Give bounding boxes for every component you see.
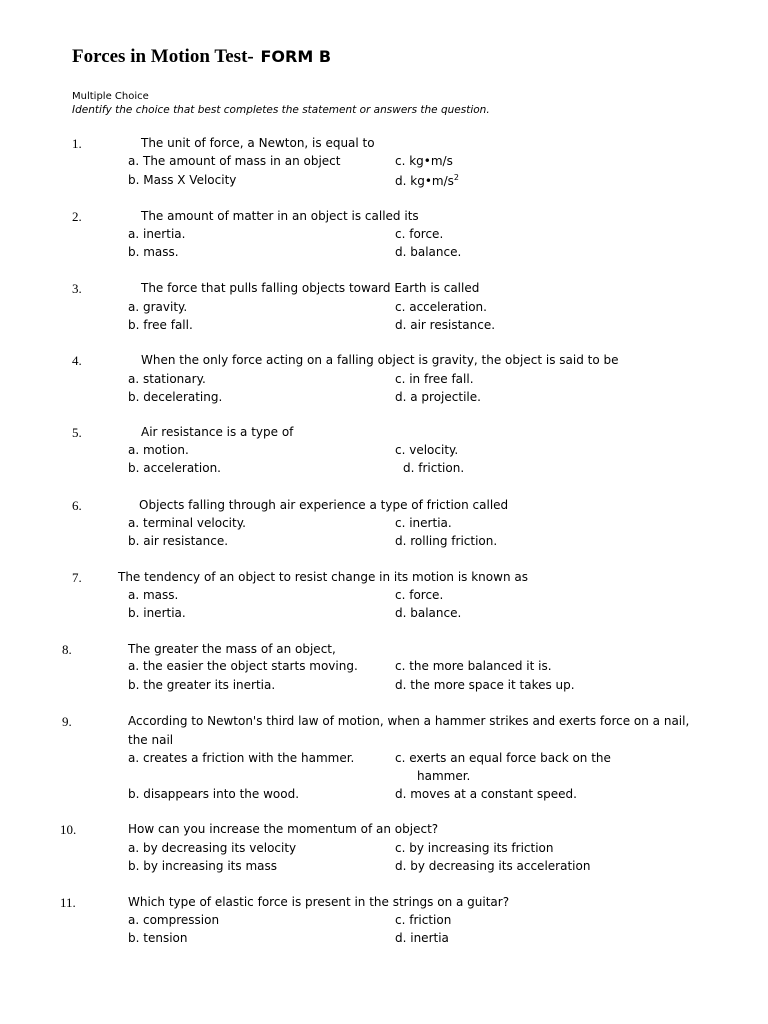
choice-b: b. the greater its inertia. (128, 678, 276, 692)
choice-a: a. mass. (128, 588, 179, 602)
question-text: The tendency of an object to resist change in its motion is known as (118, 570, 528, 584)
question-text: Air resistance is a type of (141, 425, 294, 439)
choice-d-text: d. kg•m/s (395, 174, 454, 188)
question-number: 11. (60, 895, 76, 910)
choice-b: b. free fall. (128, 318, 193, 332)
choice-a: a. terminal velocity. (128, 516, 246, 530)
question-number: 1. (72, 136, 82, 151)
choice-a: a. the easier the object starts moving. (128, 659, 358, 673)
choice-c: c. inertia. (395, 516, 452, 530)
title-text: Forces in Motion Test- (72, 46, 254, 67)
section-heading: Multiple Choice (72, 91, 149, 102)
choice-c: c. in free fall. (395, 372, 474, 386)
question-text: When the only force acting on a falling object is gravity, the object is said to be (141, 353, 619, 367)
choice-c: c. force. (395, 227, 444, 241)
choice-c: c. friction (395, 913, 452, 927)
question-number: 3. (72, 281, 82, 296)
choice-c: c. force. (395, 588, 444, 602)
choice-d: d. balance. (395, 606, 462, 620)
choice-b: b. Mass X Velocity (128, 173, 237, 187)
choice-c: c. exerts an equal force back on the (395, 751, 611, 765)
question-text: The unit of force, a Newton, is equal to (141, 136, 375, 150)
choice-c-continued: hammer. (417, 769, 471, 783)
question-text: The force that pulls falling objects toward Earth is called (141, 281, 480, 295)
question-number: 8. (62, 642, 72, 657)
choice-b: b. decelerating. (128, 390, 223, 404)
question-number: 7. (72, 570, 82, 585)
choice-d: d. by decreasing its acceleration (395, 859, 591, 873)
choice-b: b. acceleration. (128, 461, 221, 475)
choice-c: c. by increasing its friction (395, 841, 554, 855)
question-text: According to Newton's third law of motion, when a hammer strikes and exerts force on a nail, (128, 714, 690, 728)
choice-d: d. a projectile. (395, 390, 481, 404)
question-number: 6. (72, 498, 82, 513)
choice-d: d. friction. (403, 461, 465, 475)
choice-d: d. balance. (395, 245, 462, 259)
choice-a: a. compression (128, 913, 220, 927)
choice-d (395, 173, 459, 188)
question-number: 4. (72, 353, 82, 368)
choice-b: b. by increasing its mass (128, 859, 277, 873)
choice-a: a. motion. (128, 443, 189, 457)
question-text: The greater the mass of an object, (128, 642, 336, 656)
question-number: 2. (72, 209, 82, 224)
choice-c: c. velocity. (395, 443, 459, 457)
instructions: Identify the choice that best completes the statement or answers the question. (72, 104, 490, 116)
choice-d: d. inertia (395, 931, 449, 945)
question-text-continued: the nail (128, 733, 174, 747)
choice-b: b. mass. (128, 245, 179, 259)
question-text: The amount of matter in an object is called its (141, 209, 419, 223)
choice-b: b. inertia. (128, 606, 186, 620)
choice-b: b. tension (128, 931, 188, 945)
form-label: FORM B (260, 47, 332, 66)
superscript: 2 (453, 173, 459, 182)
question-text: Objects falling through air experience a type of friction called (139, 498, 509, 512)
choice-d: d. air resistance. (395, 318, 496, 332)
choice-d: d. the more space it takes up. (395, 678, 575, 692)
choice-a: a. by decreasing its velocity (128, 841, 297, 855)
question-number: 10. (60, 822, 77, 837)
question-text: Which type of elastic force is present in the strings on a guitar? (128, 895, 510, 909)
choice-a: a. inertia. (128, 227, 186, 241)
choice-a: a. The amount of mass in an object (128, 154, 341, 168)
choice-d: d. moves at a constant speed. (395, 787, 577, 801)
choice-c: c. the more balanced it is. (395, 659, 552, 673)
choice-b: b. disappears into the wood. (128, 787, 300, 801)
choice-b: b. air resistance. (128, 534, 229, 548)
question-number: 9. (62, 714, 72, 729)
question-number: 5. (72, 425, 82, 440)
choice-a: a. stationary. (128, 372, 206, 386)
choice-d: d. rolling friction. (395, 534, 498, 548)
choice-c: c. kg•m/s (395, 154, 453, 168)
choice-c: c. acceleration. (395, 300, 487, 314)
choice-a: a. gravity. (128, 300, 188, 314)
page-title (72, 46, 331, 68)
choice-a: a. creates a friction with the hammer. (128, 751, 355, 765)
question-text: How can you increase the momentum of an object? (128, 822, 439, 836)
